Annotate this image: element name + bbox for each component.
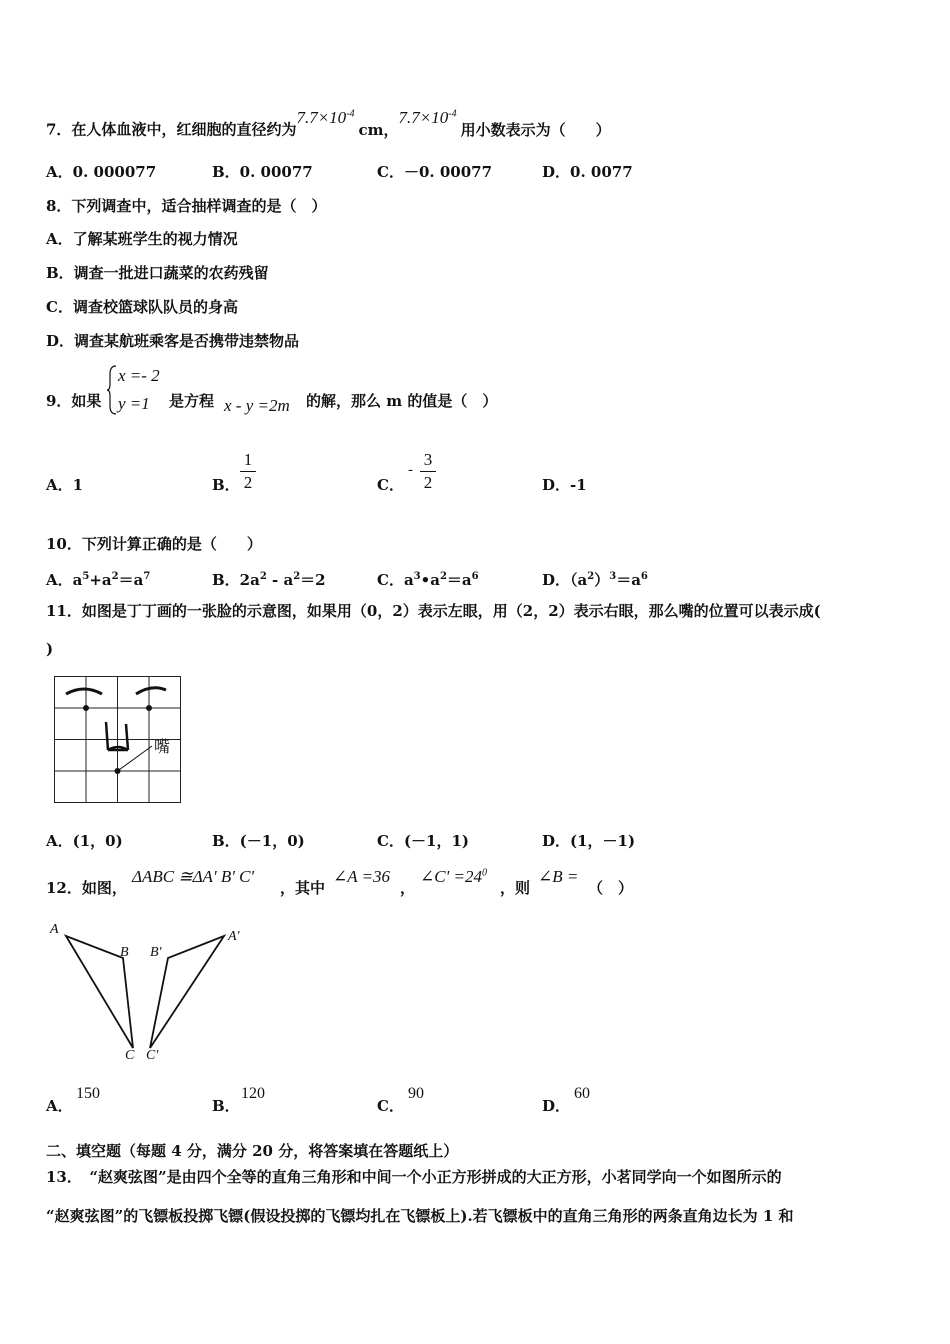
q12-option-b-label[interactable]: B．	[212, 1097, 240, 1115]
q11-stem: 11．如图是丁丁画的一张脸的示意图，如果用（0，2）表示左眼，用（2，2）表示右眼，那么嘴的位置可以表示成(	[46, 602, 821, 620]
q7-prefix: 7．在人体血液中，红细胞的直径约为	[46, 120, 297, 139]
q7-suffix: 用小数表示为（ ）	[460, 120, 611, 139]
q13-line1: 13． “赵爽弦图”是由四个全等的直角三角形和中间一个小正方形拼成的大正方形，小茗同学向一个如图所示的	[46, 1168, 782, 1186]
q8-option-c[interactable]: C．调查校篮球队队员的身高	[46, 298, 238, 316]
q12-mid1: ，其中	[280, 879, 326, 897]
right-eye-point	[146, 705, 152, 711]
q7-expr2: $7.7\times 10^{-4}$	[398, 107, 457, 127]
mouth-label: 嘴	[154, 739, 171, 756]
q10-stem: 10．下列计算正确的是（ ）	[46, 535, 262, 553]
section-2-title: 二、填空题（每题 4 分，满分 20 分，将答案填在答题纸上）	[46, 1142, 459, 1160]
q10-option-b[interactable]: B．$2a^2 - a^2=2$	[212, 571, 326, 589]
q12-option-a-value: 150	[76, 1085, 100, 1102]
q9-prefix: 9．如果	[46, 392, 102, 410]
q9-mid: 是方程	[169, 392, 215, 410]
q7-stem	[46, 107, 611, 140]
q9-b-numerator: 1	[243, 450, 253, 469]
q11-option-c[interactable]: C．(－1，1)	[377, 832, 470, 850]
q12-suffix: （ ）	[588, 879, 634, 897]
q11-option-d[interactable]: D．(1，－1)	[542, 832, 636, 850]
q11-option-b[interactable]: B．(－1，0)	[212, 832, 305, 850]
q9-option-b[interactable]: B．	[212, 476, 240, 494]
q9-b-denominator: 2	[243, 473, 253, 492]
q7-option-d[interactable]: D．0. 0077	[542, 163, 633, 181]
system-brace	[106, 364, 118, 416]
q9-option-d[interactable]: D．-1	[542, 476, 587, 494]
label-a: A	[50, 922, 59, 937]
q9-option-a[interactable]: A．1	[46, 476, 84, 494]
label-b: B	[120, 945, 129, 960]
q9-c-denominator: 2	[423, 473, 433, 492]
q12-angle-a: ∠A =36	[333, 867, 391, 886]
right-eyebrow	[136, 688, 166, 694]
q12-prefix: 12．如图，	[46, 879, 127, 897]
q7-option-a[interactable]: A．0. 000077	[46, 163, 157, 181]
left-eye-point	[83, 705, 89, 711]
label-b-prime: B'	[150, 945, 162, 960]
q12-option-c-value: 90	[408, 1085, 424, 1102]
q7-option-b[interactable]: B．0. 00077	[212, 163, 313, 181]
q12-angle-c: ∠C' $=24^0$	[420, 867, 487, 886]
q9-c-numerator: 3	[423, 450, 433, 469]
label-c-prime: C'	[146, 1048, 159, 1063]
label-c: C	[125, 1048, 135, 1063]
q10-option-c[interactable]: C．$a^3•a^2=a^6$	[377, 571, 479, 589]
q9-equation: x - y =2m	[224, 396, 290, 415]
face-grid-figure	[52, 674, 186, 806]
q12-option-d-value: 60	[574, 1085, 590, 1102]
q12-comma: ，	[400, 879, 416, 897]
q12-option-d-label[interactable]: D．	[542, 1097, 571, 1115]
q12-angle-b: ∠B =	[538, 867, 579, 886]
q9-c-sign: -	[408, 462, 413, 478]
q9-suffix: 的解，那么 m 的值是（ ）	[306, 392, 498, 410]
q9-option-c[interactable]: C．	[377, 476, 404, 494]
q8-option-d[interactable]: D．调查某航班乘客是否携带违禁物品	[46, 332, 300, 350]
q9-option-c-fraction	[420, 450, 436, 493]
q12-option-c-label[interactable]: C．	[377, 1097, 404, 1115]
q10-option-a[interactable]: A．$a^5+a^2=a^7$	[46, 571, 151, 589]
q11-stem-end: )	[46, 640, 54, 658]
q12-congruence: ΔABC ≅ΔA' B' C'	[132, 867, 255, 886]
q7-unit: cm，	[358, 120, 399, 139]
q12-option-b-value: 120	[241, 1085, 265, 1102]
q10-option-d[interactable]: D．$(a^2)^3=a^6$	[542, 571, 648, 589]
left-eyebrow	[66, 689, 102, 694]
q12-mid2: ，则	[500, 879, 531, 897]
q7-expr1: $7.7\times 10^{-4}$	[296, 107, 355, 127]
label-a-prime: A'	[228, 929, 240, 944]
q8-stem: 8．下列调查中，适合抽样调查的是（ ）	[46, 197, 327, 215]
triangles-figure	[44, 918, 254, 1068]
q13-line2: “赵爽弦图”的飞镖板投掷飞镖(假设投掷的飞镖均扎在飞镖板上).若飞镖板中的直角三角形的两条直角边长为 1 和	[46, 1207, 794, 1225]
q9-system-eq1: x =- 2	[118, 366, 160, 385]
q7-option-c[interactable]: C．－0. 00077	[377, 163, 493, 181]
q9-option-b-fraction	[240, 450, 256, 493]
q9-system-eq2: y =1	[118, 394, 150, 413]
q12-option-a-label[interactable]: A．	[46, 1097, 73, 1115]
q8-option-b[interactable]: B．调查一批进口蔬菜的农药残留	[46, 264, 269, 282]
q8-option-a[interactable]: A．了解某班学生的视力情况	[46, 230, 238, 248]
q11-option-a[interactable]: A．(1，0)	[46, 832, 123, 850]
